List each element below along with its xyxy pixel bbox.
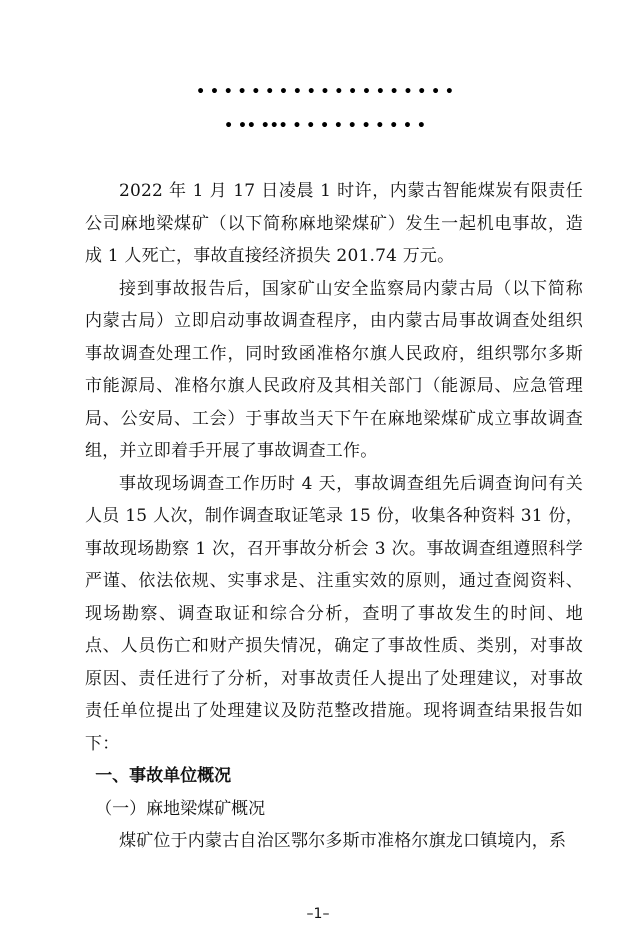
paragraph-mine-location: 煤矿位于内蒙古自治区鄂尔多斯市准格尔旗龙口镇境内，系 xyxy=(119,831,567,851)
document-body xyxy=(85,175,583,858)
paragraph-investigation-start: 接到事故报告后，国家矿山安全监察局内蒙古局（以下简称内蒙古局）立即启动事故调查程序，由内蒙古局事故调查处组织事故调查处理工作，同时致函准格尔旗人民政府，组织鄂尔多斯市能源局、准格尔旗人民政府及其相关部门（能源局、应急管理局、公安局、工会）于事故当天下午在麻地梁煤矿成立事故调查组，并立即着手开展了事故调查工作。 xyxy=(85,278,583,461)
page-number: –1– xyxy=(306,906,330,922)
section-heading: 一、事故单位概况 xyxy=(95,766,232,786)
paragraph-accident-summary: 2022 年 1 月 17 日凌晨 1 时许，内蒙古智能煤炭有限责任公司麻地梁煤矿（以下简称麻地梁煤矿）发生一起机电事故，造成 1 人死亡，事故直接经济损失 201.74 万元。 xyxy=(85,181,583,266)
document-title-line-2: • •• ••• • • • • • • • • • • xyxy=(224,118,426,134)
document-title-line-1: • • • • • • • • • • • • • • • • • • • xyxy=(196,84,454,100)
paragraph-investigation-process: 事故现场调查工作历时 4 天，事故调查组先后调查询问有关人员 15 人次，制作调查取证笔录 15 份，收集各种资料 31 份，事故现场勘察 1 次，召开事故分析会 3 次。事故调查组遵照科学严谨、依法依规、实事求是、注重实效的原则，通过查阅资料、现场勘察、调查取证和综合分析，查明了事故发生的时间、地点、人员伤亡和财产损失情况，确定了事故性质、类别，对事故原因、责任进行了分析，对事故责任人提出了处理建议，对事故责任单位提出了处理建议及防范整改措施。现将调查结果报告如下： xyxy=(85,473,583,754)
subsection-heading: （一）麻地梁煤矿概况 xyxy=(95,798,266,819)
